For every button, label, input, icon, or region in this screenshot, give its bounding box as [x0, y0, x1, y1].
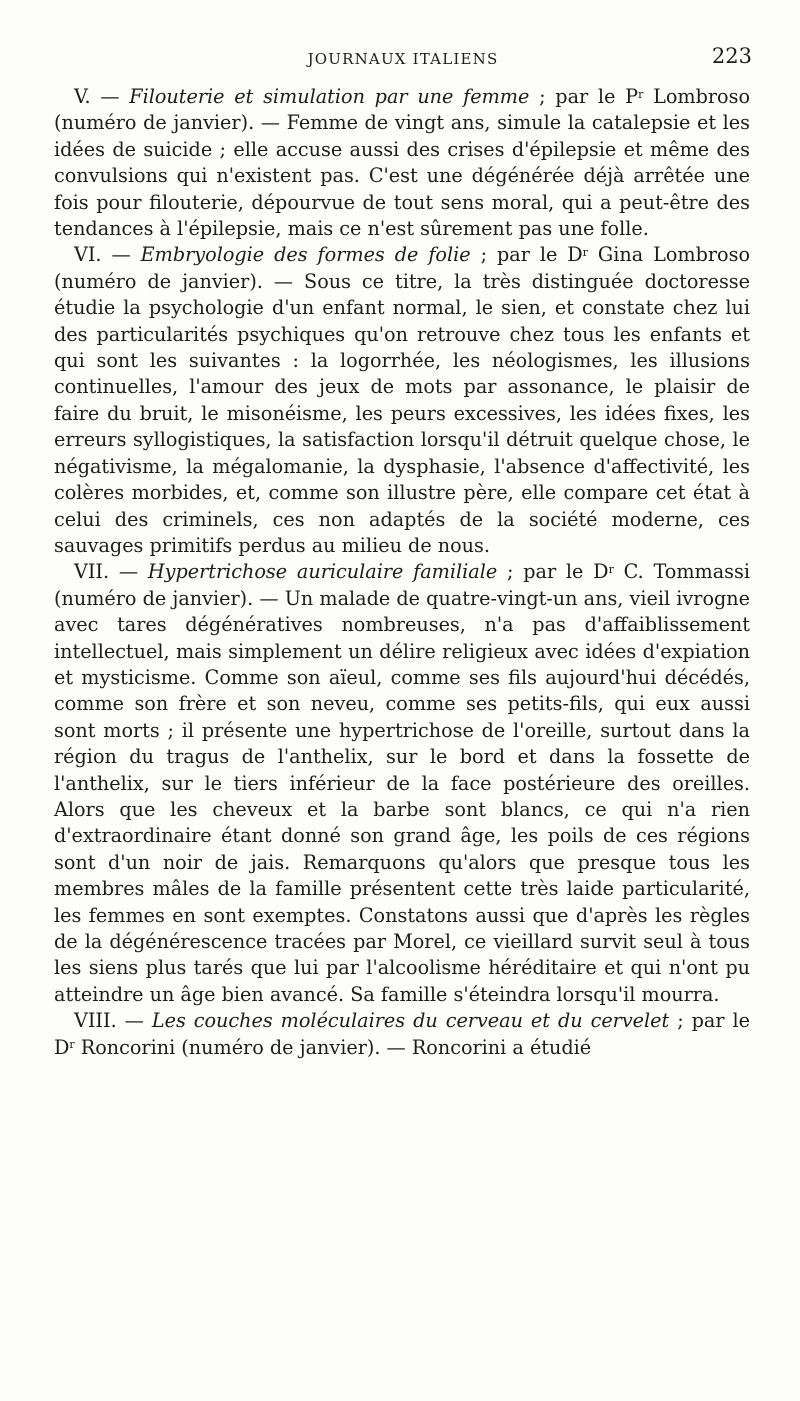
- entry-numeral: VI.: [74, 243, 102, 267]
- entry-after-title: ; par le D: [54, 1009, 751, 1059]
- entry-text: C. Tommassi (numéro de janvier). — Un malade de quatre-vingt-un ans, vieil ivrogne avec tares dégénératives nombreuses, n'a pas d'affaiblissement intellectuel, mais simplement un délire religieux avec idées d'expiation et mysticisme. Comme son aïeul, comme ses fils aujourd'hui décédés, comme son frère et son neveu, comme ses petits-fils, qui eux aussi sont morts ; il présente une hypertrichose de l'oreille, surtout dans la région du tragus de l'anthelix, sur le bord et dans la fossette de l'anthelix, sur le tiers inférieur de la face postérieure des oreilles. Alors que les cheveux et la barbe sont blancs, ce qui n'a rien d'extraordinaire étant donné son grand âge, les poils de ces régions sont d'un noir de jais. Remarquons qu'alors que presque tous les membres mâles de la famille présentent cette très laide particularité, les femmes en sont exemptes. Constatons aussi que d'après les règles de la dégénérescence tracées par Morel, ce vieillard survit seul à tous les siens plus tarés que lui par l'alcoolisme héréditaire et qui n'ont pu atteindre un âge bien avancé. Sa famille s'éteindra lorsqu'il mourra.: [54, 560, 750, 1006]
- entry-vi: [54, 242, 750, 559]
- entry-sup: r: [582, 245, 588, 259]
- entry-sup: r: [69, 1038, 75, 1052]
- entry-vii: [54, 559, 750, 1008]
- entry-after-title: ; par le D: [497, 560, 609, 584]
- entry-v: [54, 84, 750, 242]
- entry-dash: —: [109, 560, 148, 584]
- entry-numeral: VIII.: [74, 1009, 117, 1033]
- entry-title: Les couches moléculaires du cerveau et du cervelet: [151, 1009, 670, 1033]
- entry-dash: —: [116, 1009, 152, 1033]
- running-head: [54, 44, 752, 74]
- page-number: 223: [711, 44, 752, 68]
- entry-text: Gina Lombroso (numéro de janvier). — Sous ce titre, la très distinguée doctoresse étudie la psychologie d'un enfant normal, le sien, et constate chez lui des particularités psychiques qu'on retrouve chez tous les enfants et qui sont les suivantes : la logorrhée, les néologismes, les illusions continuelles, l'amour des jeux de mots par assonance, le plaisir de faire du bruit, le misonéisme, les peurs excessives, les idées fixes, les erreurs syllogistiques, la satisfaction lorsqu'il détruit quelque chose, le négativisme, la mégalomanie, la dysphasie, l'absence d'affectivité, les colères morbides, et, comme son illustre père, elle compare cet état à celui des criminels, ces non adaptés de la société moderne, ces sauvages primitifs perdus au milieu de nous.: [54, 243, 750, 557]
- entry-viii: [54, 1008, 750, 1061]
- entry-title: Hypertrichose auriculaire familiale: [147, 560, 498, 584]
- entry-dash: —: [101, 243, 141, 267]
- entry-numeral: VII.: [74, 560, 110, 584]
- entry-text: Lombroso (numéro de janvier). — Femme de vingt ans, simule la catalepsie et les idées de suicide ; elle accuse aussi des crises d'épilepsie et même des convulsions qui n'existent pas. C'est une dégénérée déjà arrêtée une fois pour filouterie, dépourvue de tout sens moral, qui a peut-être des tendances à l'épilepsie, mais ce n'est sûrement pas une folle.: [54, 85, 750, 241]
- body-text: [54, 84, 750, 1061]
- entry-sup: r: [638, 87, 644, 101]
- entry-dash: —: [90, 85, 130, 108]
- entry-numeral: V.: [74, 85, 91, 108]
- entry-after-title: ; par le D: [470, 243, 583, 267]
- entry-title: Filouterie et simulation par une femme: [129, 85, 530, 108]
- entry-title: Embryologie des formes de folie: [140, 243, 471, 267]
- entry-sup: r: [608, 562, 614, 576]
- entry-text: Roncorini (numéro de janvier). — Roncorini a étudié: [74, 1035, 592, 1059]
- running-title: JOURNAUX ITALIENS: [307, 50, 499, 68]
- entry-after-title: ; par le P: [529, 85, 639, 108]
